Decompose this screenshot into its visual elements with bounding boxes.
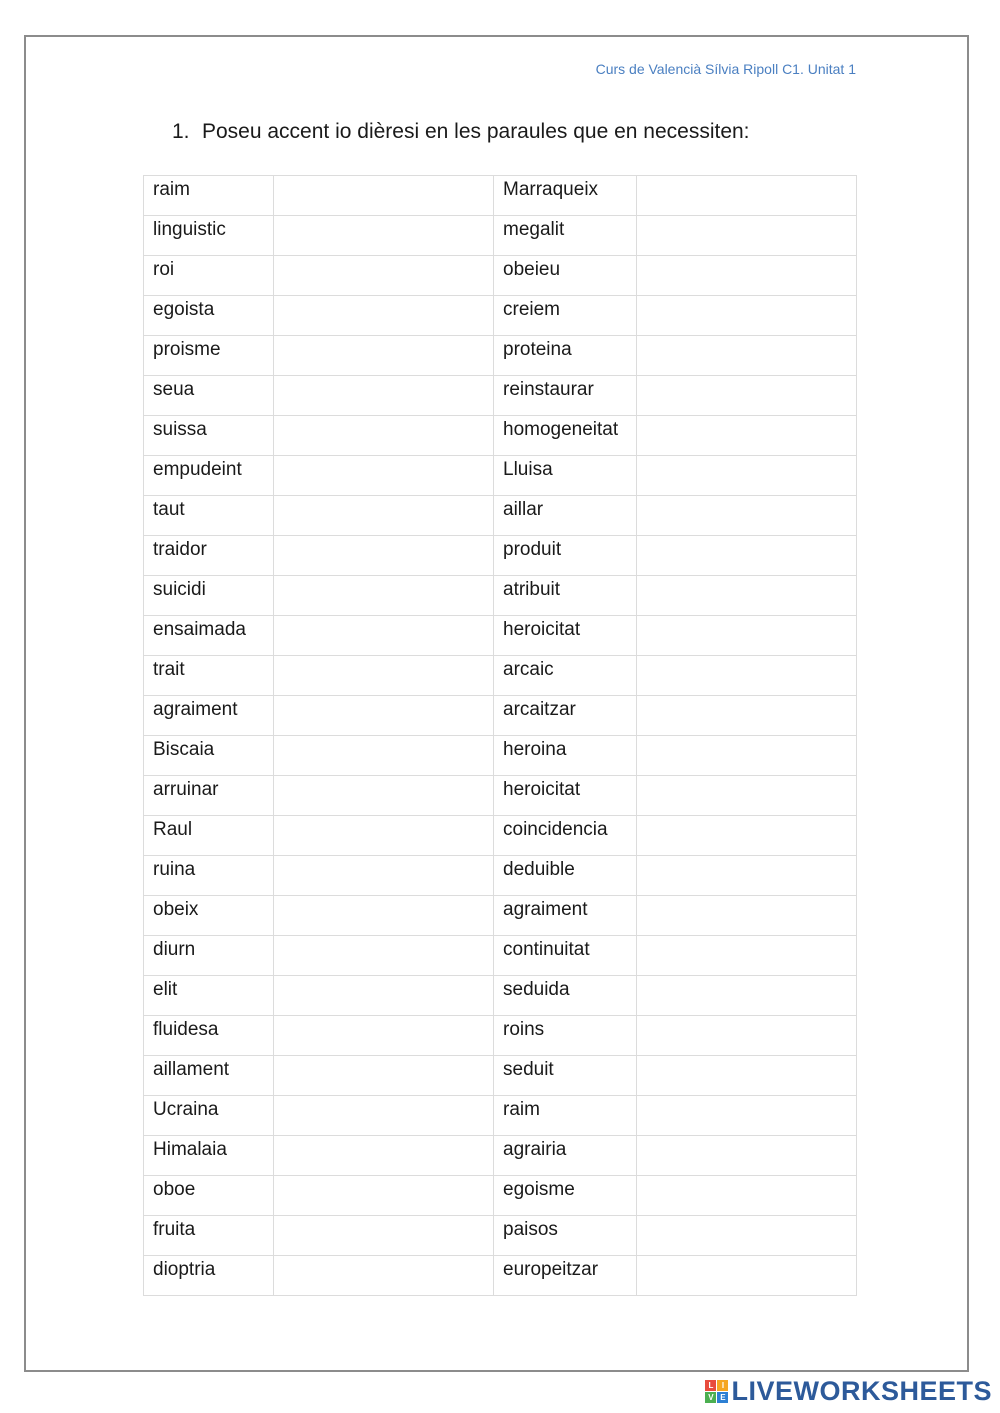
- table-row: [144, 776, 857, 816]
- word-right: Marraqueix: [494, 176, 637, 216]
- table-row: [144, 1176, 857, 1216]
- word-right: arcaitzar: [494, 696, 637, 736]
- answer-right-input[interactable]: [637, 1136, 857, 1176]
- word-right: produit: [494, 536, 637, 576]
- answer-left-input[interactable]: [274, 216, 494, 256]
- word-left: Ucraina: [144, 1096, 274, 1136]
- table-row: [144, 576, 857, 616]
- answer-right-input[interactable]: [637, 1256, 857, 1296]
- answer-right-input[interactable]: [637, 736, 857, 776]
- answer-left-input[interactable]: [274, 1176, 494, 1216]
- word-table-body: [144, 176, 857, 1296]
- word-left: suicidi: [144, 576, 274, 616]
- word-left: Raul: [144, 816, 274, 856]
- word-left: agraiment: [144, 696, 274, 736]
- table-row: [144, 296, 857, 336]
- word-left: raim: [144, 176, 274, 216]
- exercise-number: 1.: [172, 120, 190, 143]
- exercise-title: [172, 120, 750, 144]
- word-left: dioptria: [144, 1256, 274, 1296]
- word-right: heroina: [494, 736, 637, 776]
- word-left: diurn: [144, 936, 274, 976]
- answer-left-input[interactable]: [274, 856, 494, 896]
- answer-left-input[interactable]: [274, 736, 494, 776]
- word-left: elit: [144, 976, 274, 1016]
- liveworksheets-brand: [705, 1376, 992, 1407]
- answer-right-input[interactable]: [637, 416, 857, 456]
- answer-left-input[interactable]: [274, 1256, 494, 1296]
- word-right: obeieu: [494, 256, 637, 296]
- answer-right-input[interactable]: [637, 816, 857, 856]
- answer-left-input[interactable]: [274, 1016, 494, 1056]
- answer-right-input[interactable]: [637, 656, 857, 696]
- answer-left-input[interactable]: [274, 376, 494, 416]
- liveworksheets-logo-icon: [705, 1380, 728, 1403]
- logo-square: V: [705, 1392, 716, 1403]
- table-row: [144, 736, 857, 776]
- answer-right-input[interactable]: [637, 976, 857, 1016]
- logo-square: I: [717, 1380, 728, 1391]
- table-row: [144, 216, 857, 256]
- word-left: arruinar: [144, 776, 274, 816]
- table-row: [144, 1136, 857, 1176]
- word-right: paisos: [494, 1216, 637, 1256]
- table-row: [144, 856, 857, 896]
- table-row: [144, 1256, 857, 1296]
- table-row: [144, 1216, 857, 1256]
- answer-right-input[interactable]: [637, 936, 857, 976]
- table-row: [144, 456, 857, 496]
- answer-right-input[interactable]: [637, 616, 857, 656]
- word-left: Biscaia: [144, 736, 274, 776]
- answer-left-input[interactable]: [274, 1096, 494, 1136]
- answer-left-input[interactable]: [274, 536, 494, 576]
- answer-right-input[interactable]: [637, 216, 857, 256]
- answer-left-input[interactable]: [274, 496, 494, 536]
- word-right: seduit: [494, 1056, 637, 1096]
- answer-left-input[interactable]: [274, 176, 494, 216]
- answer-right-input[interactable]: [637, 776, 857, 816]
- word-left: egoista: [144, 296, 274, 336]
- word-right: coincidencia: [494, 816, 637, 856]
- answer-right-input[interactable]: [637, 496, 857, 536]
- answer-right-input[interactable]: [637, 696, 857, 736]
- answer-right-input[interactable]: [637, 1056, 857, 1096]
- answer-right-input[interactable]: [637, 176, 857, 216]
- table-row: [144, 1056, 857, 1096]
- exercise-instruction: Poseu accent io dièresi en les paraules que en necessiten:: [202, 120, 750, 143]
- word-right: agraiment: [494, 896, 637, 936]
- brand-text: LIVEWORKSHEETS: [731, 1376, 992, 1406]
- answer-left-input[interactable]: [274, 416, 494, 456]
- word-left: empudeint: [144, 456, 274, 496]
- answer-left-input[interactable]: [274, 616, 494, 656]
- table-row: [144, 1096, 857, 1136]
- answer-left-input[interactable]: [274, 296, 494, 336]
- answer-right-input[interactable]: [637, 1176, 857, 1216]
- table-row: [144, 816, 857, 856]
- answer-left-input[interactable]: [274, 976, 494, 1016]
- word-right: creiem: [494, 296, 637, 336]
- answer-left-input[interactable]: [274, 1056, 494, 1096]
- word-right: egoisme: [494, 1176, 637, 1216]
- header-note: Curs de Valencià Sílvia Ripoll C1. Unitat 1: [595, 61, 856, 77]
- table-row: [144, 416, 857, 456]
- answer-right-input[interactable]: [637, 1096, 857, 1136]
- table-row: [144, 936, 857, 976]
- table-row: [144, 616, 857, 656]
- word-right: Lluisa: [494, 456, 637, 496]
- word-right: raim: [494, 1096, 637, 1136]
- word-left: taut: [144, 496, 274, 536]
- table-row: [144, 976, 857, 1016]
- word-right: aillar: [494, 496, 637, 536]
- word-right: agrairia: [494, 1136, 637, 1176]
- word-left: oboe: [144, 1176, 274, 1216]
- table-row: [144, 256, 857, 296]
- table-row: [144, 376, 857, 416]
- table-row: [144, 656, 857, 696]
- word-left: fruita: [144, 1216, 274, 1256]
- table-row: [144, 336, 857, 376]
- answer-right-input[interactable]: [637, 1216, 857, 1256]
- word-left: proisme: [144, 336, 274, 376]
- answer-left-input[interactable]: [274, 776, 494, 816]
- logo-square: L: [705, 1380, 716, 1391]
- answer-left-input[interactable]: [274, 656, 494, 696]
- word-right: roins: [494, 1016, 637, 1056]
- answer-right-input[interactable]: [637, 1016, 857, 1056]
- word-right: atribuit: [494, 576, 637, 616]
- table-row: [144, 896, 857, 936]
- answer-left-input[interactable]: [274, 896, 494, 936]
- answer-right-input[interactable]: [637, 536, 857, 576]
- table-row: [144, 696, 857, 736]
- word-right: arcaic: [494, 656, 637, 696]
- word-table: [143, 175, 857, 1296]
- word-left: trait: [144, 656, 274, 696]
- answer-right-input[interactable]: [637, 336, 857, 376]
- word-left: fluidesa: [144, 1016, 274, 1056]
- word-left: linguistic: [144, 216, 274, 256]
- word-left: traidor: [144, 536, 274, 576]
- word-left: seua: [144, 376, 274, 416]
- answer-right-input[interactable]: [637, 856, 857, 896]
- logo-square: E: [717, 1392, 728, 1403]
- word-left: ruina: [144, 856, 274, 896]
- word-left: roi: [144, 256, 274, 296]
- table-row: [144, 496, 857, 536]
- answer-left-input[interactable]: [274, 816, 494, 856]
- answer-right-input[interactable]: [637, 376, 857, 416]
- word-right: deduible: [494, 856, 637, 896]
- table-row: [144, 536, 857, 576]
- answer-right-input[interactable]: [637, 256, 857, 296]
- word-right: seduida: [494, 976, 637, 1016]
- answer-left-input[interactable]: [274, 336, 494, 376]
- answer-left-input[interactable]: [274, 576, 494, 616]
- word-right: reinstaurar: [494, 376, 637, 416]
- word-right: megalit: [494, 216, 637, 256]
- table-row: [144, 1016, 857, 1056]
- word-left: Himalaia: [144, 1136, 274, 1176]
- word-right: heroicitat: [494, 616, 637, 656]
- word-left: obeix: [144, 896, 274, 936]
- word-right: europeitzar: [494, 1256, 637, 1296]
- answer-right-input[interactable]: [637, 576, 857, 616]
- answer-right-input[interactable]: [637, 296, 857, 336]
- answer-left-input[interactable]: [274, 456, 494, 496]
- answer-right-input[interactable]: [637, 456, 857, 496]
- word-left: suissa: [144, 416, 274, 456]
- answer-left-input[interactable]: [274, 256, 494, 296]
- answer-left-input[interactable]: [274, 1136, 494, 1176]
- answer-left-input[interactable]: [274, 696, 494, 736]
- word-left: ensaimada: [144, 616, 274, 656]
- word-right: heroicitat: [494, 776, 637, 816]
- answer-right-input[interactable]: [637, 896, 857, 936]
- word-right: proteina: [494, 336, 637, 376]
- word-right: homogeneitat: [494, 416, 637, 456]
- word-left: aillament: [144, 1056, 274, 1096]
- answer-left-input[interactable]: [274, 936, 494, 976]
- answer-left-input[interactable]: [274, 1216, 494, 1256]
- word-right: continuitat: [494, 936, 637, 976]
- table-row: [144, 176, 857, 216]
